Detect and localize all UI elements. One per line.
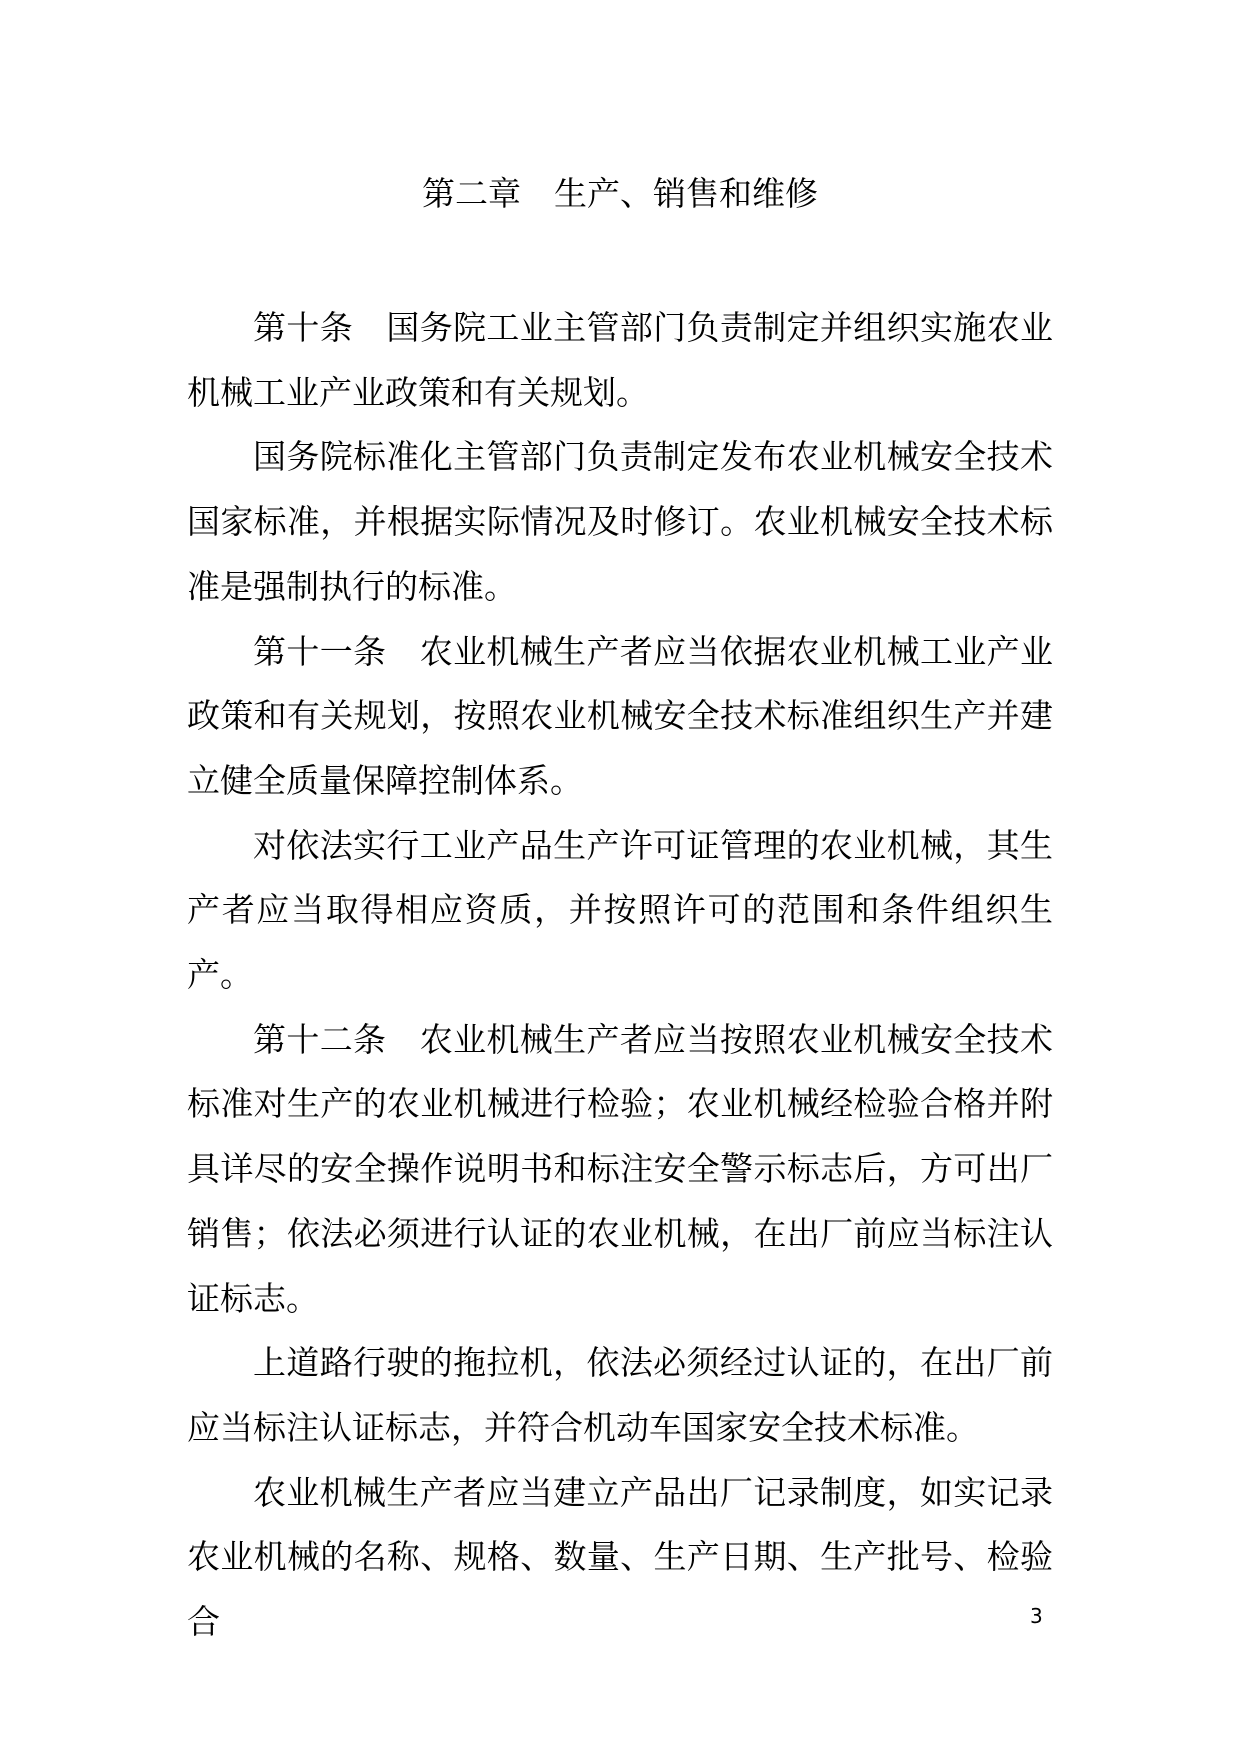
paragraph-article-12: 第十二条 农业机械生产者应当按照农业机械安全技术标准对生产的农业机械进行检验；农业机械经检验合格并附具详尽的安全操作说明书和标注安全警示标志后，方可出厂销售；依法必须进行认证的农业机械，在出厂前应当标注认证标志。 bbox=[187, 1019, 1053, 1318]
paragraph-article-11: 第十一条 农业机械生产者应当依据农业机械工业产业政策和有关规划，按照农业机械安全技术标准组织生产并建立健全质量保障控制体系。 bbox=[187, 631, 1053, 800]
chapter-title: 第二章 生产、销售和维修 bbox=[422, 174, 818, 213]
paragraph-standards: 国务院标准化主管部门负责制定发布农业机械安全技术国家标准，并根据实际情况及时修订。农业机械安全技术标准是强制执行的标准。 bbox=[187, 437, 1053, 606]
paragraph-production-license: 对依法实行工业产品生产许可证管理的农业机械，其生产者应当取得相应资质，并按照许可的范围和条件组织生产。 bbox=[187, 825, 1053, 995]
paragraph-factory-records: 农业机械生产者应当建立产品出厂记录制度，如实记录农业机械的名称、规格、数量、生产日期、生产批号、检验合 bbox=[187, 1472, 1053, 1642]
paragraph-article-10: 第十条 国务院工业主管部门负责制定并组织实施农业机械工业产业政策和有关规划。 bbox=[187, 308, 1053, 412]
body-text bbox=[187, 296, 1053, 1655]
paragraph-tractor: 上道路行驶的拖拉机，依法必须经过认证的，在出厂前应当标注认证标志，并符合机动车国家安全技术标准。 bbox=[187, 1343, 1053, 1447]
page-number: 3 bbox=[1030, 1604, 1043, 1628]
